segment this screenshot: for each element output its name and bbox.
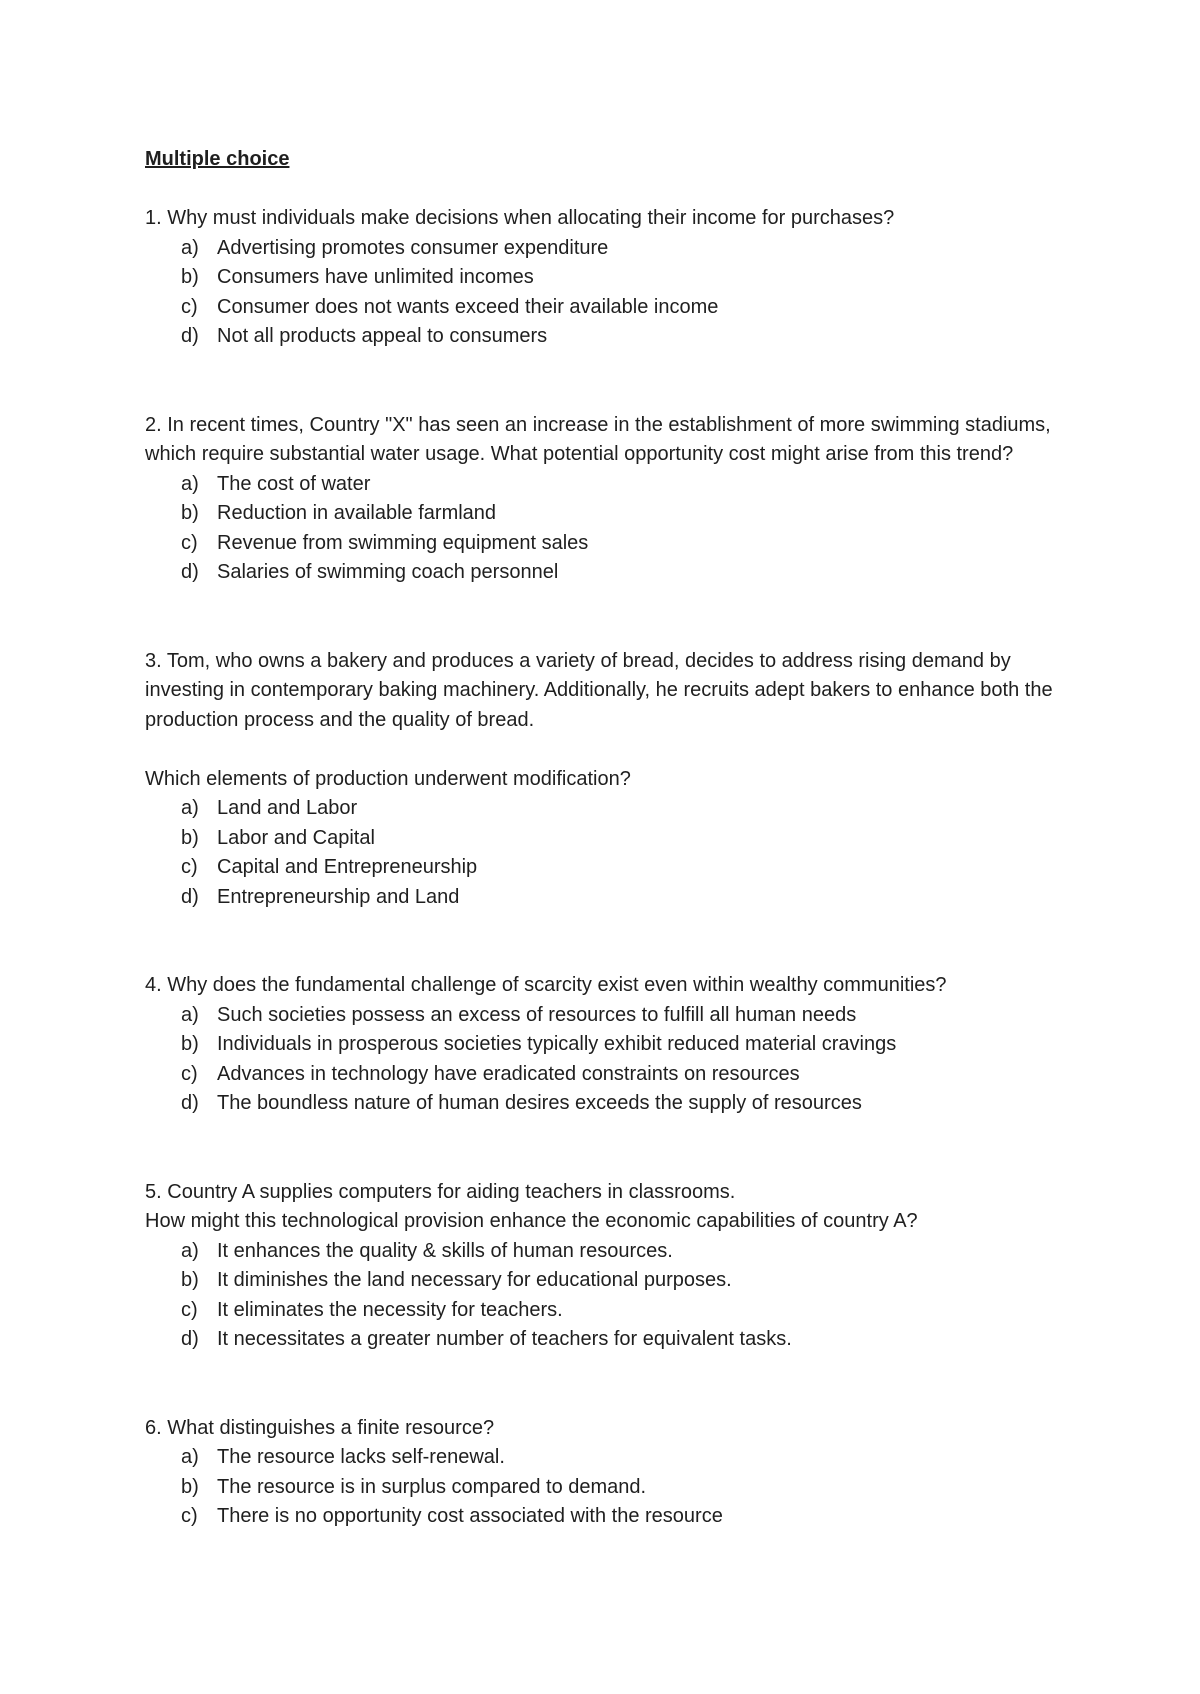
question-number: 2.: [145, 413, 162, 436]
option-item: [181, 1030, 1065, 1060]
question-text: [145, 1414, 1065, 1444]
question-number: 3.: [145, 649, 162, 672]
option-text: Land and Labor: [217, 797, 358, 819]
question-body: Country A supplies computers for aiding teachers in classrooms.: [167, 1180, 736, 1203]
option-letter: b): [181, 266, 199, 288]
question-body: Tom, who owns a bakery and produces a variety of bread, decides to address rising demand by investing in contemporary baking machinery. Additionally, he recruits adept bakers to enhance both the production process and the quality of bread.: [145, 649, 1053, 731]
option-letter: b): [181, 502, 199, 524]
option-text: It eliminates the necessity for teachers.: [217, 1298, 563, 1321]
option-text: The cost of water: [217, 472, 371, 495]
spacer: [145, 1119, 1065, 1178]
option-item: [181, 293, 1065, 323]
option-item: [181, 322, 1065, 352]
question-text: [145, 971, 1065, 1001]
option-letter: c): [181, 856, 198, 878]
question-body: In recent times, Country "X" has seen an increase in the establishment of more swimming stadiums, which require substantial water usage. What potential opportunity cost might arise from this trend?: [145, 413, 1051, 465]
option-text: Capital and Entrepreneurship: [217, 856, 478, 878]
option-text: Entrepreneurship and Land: [217, 885, 460, 908]
option-letter: d): [181, 561, 199, 583]
options-list: [145, 234, 1065, 352]
option-item: [181, 883, 1065, 913]
option-text: Such societies possess an excess of resources to fulfill all human needs: [217, 1003, 857, 1026]
question-number: 1.: [145, 207, 162, 229]
option-item: [181, 470, 1065, 500]
option-text: There is no opportunity cost associated with the resource: [217, 1505, 723, 1527]
option-letter: b): [181, 1269, 199, 1291]
option-letter: d): [181, 325, 199, 347]
spacer: [145, 588, 1065, 647]
option-text: It diminishes the land necessary for educational purposes.: [217, 1269, 732, 1291]
question-number: 6.: [145, 1416, 162, 1439]
option-item: [181, 1325, 1065, 1355]
option-letter: a): [181, 1003, 199, 1026]
option-text: Consumer does not wants exceed their available income: [217, 295, 719, 318]
question-text: [145, 1178, 1065, 1208]
question-6: [145, 1414, 1065, 1532]
option-text: It enhances the quality & skills of human resources.: [217, 1239, 673, 1262]
option-item: [181, 1237, 1065, 1267]
option-letter: a): [181, 236, 199, 259]
question-subtext: How might this technological provision enhance the economic capabilities of country A?: [145, 1210, 918, 1232]
option-item: [181, 1443, 1065, 1473]
spacer: [145, 1355, 1065, 1414]
document-page: [145, 145, 1065, 1532]
spacer: [145, 175, 1065, 205]
option-text: Advertising promotes consumer expenditure: [217, 236, 609, 259]
option-item: [181, 1060, 1065, 1090]
question-body: Why does the fundamental challenge of scarcity exist even within wealthy communities?: [167, 974, 947, 996]
option-letter: d): [181, 1092, 199, 1114]
option-letter: b): [181, 1475, 199, 1498]
question-body: What distinguishes a finite resource?: [167, 1416, 495, 1439]
option-item: [181, 234, 1065, 264]
option-item: [181, 529, 1065, 559]
option-item: [181, 824, 1065, 854]
question-subtext: Which elements of production underwent modification?: [145, 767, 631, 790]
option-text: Labor and Capital: [217, 826, 375, 849]
option-letter: b): [181, 1033, 199, 1055]
option-item: [181, 794, 1065, 824]
option-text: Individuals in prosperous societies typically exhibit reduced material cravings: [217, 1033, 897, 1055]
option-letter: d): [181, 885, 199, 908]
option-text: The resource lacks self-renewal.: [217, 1446, 505, 1468]
options-list: [145, 1001, 1065, 1119]
option-text: Salaries of swimming coach personnel: [217, 561, 559, 583]
option-letter: a): [181, 472, 199, 495]
option-text: Advances in technology have eradicated constraints on resources: [217, 1062, 800, 1085]
option-item: [181, 853, 1065, 883]
option-letter: a): [181, 1446, 199, 1468]
option-letter: a): [181, 1239, 199, 1262]
page-title: Multiple choice: [145, 148, 290, 170]
spacer: [145, 912, 1065, 971]
option-text: Reduction in available farmland: [217, 502, 497, 524]
option-item: [181, 558, 1065, 588]
option-letter: b): [181, 826, 199, 849]
option-item: [181, 1473, 1065, 1503]
question-body: Why must individuals make decisions when allocating their income for purchases?: [167, 207, 895, 229]
option-letter: c): [181, 531, 198, 554]
spacer: [145, 735, 1065, 765]
option-item: [181, 1089, 1065, 1119]
question-3: [145, 647, 1065, 913]
option-letter: c): [181, 1505, 198, 1527]
option-letter: c): [181, 295, 198, 318]
option-item: [181, 1001, 1065, 1031]
option-letter: a): [181, 797, 199, 819]
option-text: The resource is in surplus compared to demand.: [217, 1475, 647, 1498]
option-text: Consumers have unlimited incomes: [217, 266, 534, 288]
option-item: [181, 1296, 1065, 1326]
question-number: 5.: [145, 1180, 162, 1203]
option-text: The boundless nature of human desires exceeds the supply of resources: [217, 1092, 862, 1114]
options-list: [145, 1443, 1065, 1532]
question-1: [145, 204, 1065, 352]
spacer: [145, 352, 1065, 411]
options-list: [145, 794, 1065, 912]
question-number: 4.: [145, 974, 162, 996]
question-text: [145, 411, 1065, 470]
question-text: [145, 204, 1065, 234]
option-item: [181, 263, 1065, 293]
option-letter: c): [181, 1298, 198, 1321]
option-text: Not all products appeal to consumers: [217, 325, 548, 347]
option-letter: d): [181, 1328, 199, 1350]
option-item: [181, 499, 1065, 529]
option-text: Revenue from swimming equipment sales: [217, 531, 589, 554]
question-text: [145, 647, 1065, 736]
option-item: [181, 1502, 1065, 1532]
options-list: [145, 1237, 1065, 1355]
question-5: [145, 1178, 1065, 1355]
question-4: [145, 971, 1065, 1119]
option-letter: c): [181, 1062, 198, 1085]
option-item: [181, 1266, 1065, 1296]
question-2: [145, 411, 1065, 588]
option-text: It necessitates a greater number of teachers for equivalent tasks.: [217, 1328, 792, 1350]
options-list: [145, 470, 1065, 588]
